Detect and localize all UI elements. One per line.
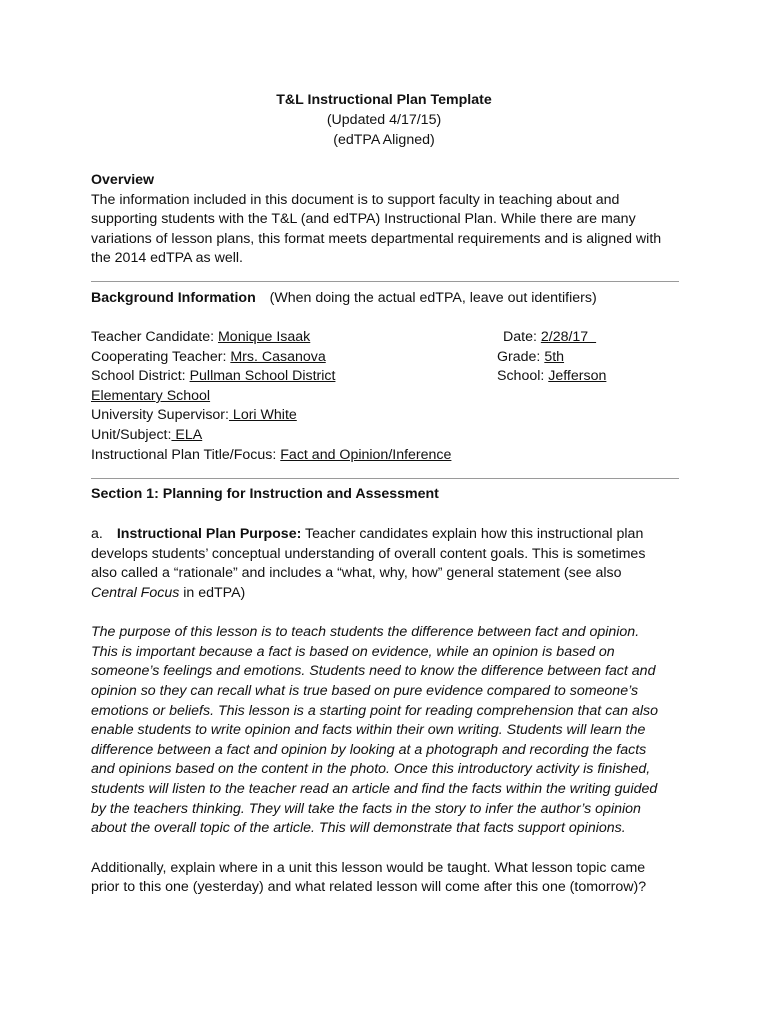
purpose-item-line: also called a “rationale” and includes a “what, why, how” general statement (see also xyxy=(91,565,622,581)
overview-heading: Overview xyxy=(91,172,155,188)
supervisor-value: Lori White xyxy=(228,407,297,423)
school-district-value: Pullman School District xyxy=(189,368,336,384)
purpose-item-label: Instructional Plan Purpose: xyxy=(116,526,302,542)
cooperating-teacher-value: Mrs. Casanova xyxy=(230,349,326,365)
teacher-candidate-row xyxy=(91,328,310,348)
purpose-paragraph-line: emotions or beliefs. This lesson is a starting point for reading comprehension that can also xyxy=(91,703,659,719)
purpose-item-text: in edTPA) xyxy=(179,585,246,601)
purpose-paragraph-line: The purpose of this lesson is to teach students the difference between fact and opinion. xyxy=(91,624,640,640)
document-alignment-note: (edTPA Aligned) xyxy=(333,132,435,148)
unit-subject-row xyxy=(91,426,202,446)
plan-title-row xyxy=(91,446,451,466)
grade-label: Grade: xyxy=(497,349,545,365)
purpose-paragraph-line: enable students to write opinion and facts within their own writing. Students will learn the xyxy=(91,722,646,738)
purpose-item-line: develops students’ conceptual understanding of overall content goals. This is sometimes xyxy=(91,546,646,562)
overview-line: the 2014 edTPA as well. xyxy=(91,250,243,266)
purpose-paragraph-line: someone’s feelings and emotions. Students need to know the difference between fact and xyxy=(91,663,656,679)
overview-line: variations of lesson plans, this format meets departmental requirements and is aligned with xyxy=(91,231,662,247)
section1-heading: Section 1: Planning for Instruction and Assessment xyxy=(91,486,439,502)
school-row xyxy=(497,367,606,387)
additional-paragraph-line: prior to this one (yesterday) and what related lesson will come after this one (tomorrow)? xyxy=(91,879,647,895)
purpose-item-marker: a. xyxy=(91,526,103,542)
school-value: Jefferson xyxy=(548,368,607,384)
date-row xyxy=(503,328,596,348)
cooperating-teacher-label: Cooperating Teacher: xyxy=(91,349,231,365)
section-divider xyxy=(91,478,679,479)
school-district-row xyxy=(91,367,335,387)
teacher-candidate-value: Monique Isaak xyxy=(217,329,311,345)
cooperating-teacher-row xyxy=(91,348,326,368)
supervisor-row xyxy=(91,406,297,426)
teacher-candidate-label: Teacher Candidate: xyxy=(91,329,218,345)
date-label: Date: xyxy=(503,329,541,345)
plan-title-label: Instructional Plan Title/Focus: xyxy=(91,447,281,463)
unit-subject-value: ELA xyxy=(171,427,203,443)
school-value-continued-row xyxy=(91,387,210,407)
purpose-paragraph-line: difference between a fact and opinion by looking at a photograph and recording the facts xyxy=(91,742,647,758)
grade-value: 5th xyxy=(544,349,565,365)
purpose-item-text: Teacher candidates explain how this instructional plan xyxy=(301,526,644,542)
central-focus-term: Central Focus xyxy=(91,585,180,601)
purpose-paragraph-line: students will listen to the teacher read an article and find the facts within the writing guided xyxy=(91,781,658,797)
overview-line: The information included in this document is to support faculty in teaching about and xyxy=(91,192,620,208)
background-note: (When doing the actual edTPA, leave out identifiers) xyxy=(269,290,597,306)
additional-paragraph-line: Additionally, explain where in a unit this lesson would be taught. What lesson topic came xyxy=(91,860,646,876)
purpose-paragraph-line: by the teachers thinking. They will take the facts in the story to infer the author’s opinion xyxy=(91,801,641,817)
section-divider xyxy=(91,281,679,282)
plan-title-value: Fact and Opinion/Inference xyxy=(280,447,452,463)
overview-line: supporting students with the T&L (and edTPA) Instructional Plan. While there are many xyxy=(91,211,636,227)
document-updated-date: (Updated 4/17/15) xyxy=(326,112,442,128)
school-district-label: School District: xyxy=(91,368,190,384)
background-heading: Background Information xyxy=(91,290,256,306)
purpose-paragraph-line: This is important because a fact is based on evidence, while an opinion is based on xyxy=(91,644,615,660)
purpose-item-last-row xyxy=(91,584,245,604)
purpose-paragraph-line: opinion so they can recall what is true based on pure evidence compared to someone’s xyxy=(91,683,639,699)
grade-row xyxy=(497,348,564,368)
unit-subject-label: Unit/Subject: xyxy=(91,427,172,443)
purpose-paragraph-line: about the overall topic of the article. This will demonstrate that facts support opinions. xyxy=(91,820,626,836)
document-title: T&L Instructional Plan Template xyxy=(276,92,492,108)
school-value-continued: Elementary School xyxy=(91,388,211,404)
supervisor-label: University Supervisor: xyxy=(91,407,229,423)
school-label: School: xyxy=(497,368,549,384)
date-value: 2/28/17 xyxy=(540,329,597,345)
purpose-item-row xyxy=(91,525,643,545)
purpose-paragraph-line: and opinions based on the content in the photo. Once this introductory activity is finished, xyxy=(91,761,651,777)
background-heading-row xyxy=(91,289,597,309)
